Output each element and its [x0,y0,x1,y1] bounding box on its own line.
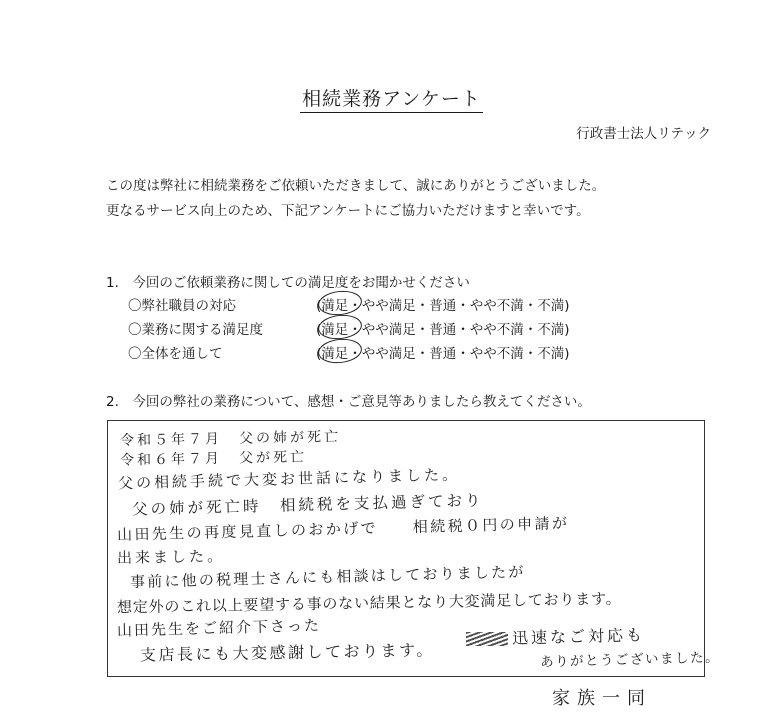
handwritten-line-6: 出来ました。 [116,547,226,567]
question-1: 1. 今回のご依頼業務に関しての満足度をお聞かせください [106,275,470,291]
rating-label-business: 〇業務に関する満足度 [128,322,263,338]
handwritten-line-9: 山田先生をご紹介下さった [116,616,322,640]
handwritten-line-7: 事前に他の税理士さんにも相談はしておりましたが [129,562,526,592]
handwritten-line-12: ありがとうございました。 [539,649,721,671]
rating-options-overall: (満足・やや満足・普通・やや不満・不満) [316,346,570,362]
handwritten-line-11: 迅速なご対応も [511,625,646,648]
handwritten-line-2: 令和６年７月 父が死亡 [119,449,308,469]
handwritten-line-10: 支店長にも大変感謝しております。 [139,640,435,665]
handwritten-line-5: 山田先生の再度見直しのおかげで 相続税０円の申請が [116,514,570,544]
handwritten-line-4: 父の姉が死亡時 相続税を支払過ぎており [131,491,484,519]
intro-line-2: 更なるサービス向上のため、下記アンケートにご協力いただけますと幸いです。 [106,203,590,219]
signature: 家族一同 [552,688,652,709]
question-2: 2. 今回の弊社の業務について、感想・ご意見等ありましたら教えてください。 [106,394,591,410]
handwritten-line-1: 令和５年７月 父の姉が死亡 [119,429,342,449]
handwritten-line-8: 想定外のこれ以上要望する事のない結果となり大変満足しております。 [116,589,622,617]
rating-options-business: (満足・やや満足・普通・やや不満・不満) [316,322,570,338]
rating-options-staff: (満足・やや満足・普通・やや不満・不満) [316,298,570,314]
intro-line-1: この度は弊社に相続業務をご依頼いただきまして、誠にありがとうございました。 [106,178,606,194]
rating-label-overall: 〇全体を通して [128,346,223,362]
company-name: 行政書士法人リテック [576,126,711,142]
handwritten-line-3: 父の相続手続で大変お世話になりました。 [117,465,461,493]
scribbled-out-word [466,632,508,646]
page-title: 相続業務アンケート [0,84,783,111]
rating-label-staff: 〇弊社職員の対応 [128,298,236,314]
